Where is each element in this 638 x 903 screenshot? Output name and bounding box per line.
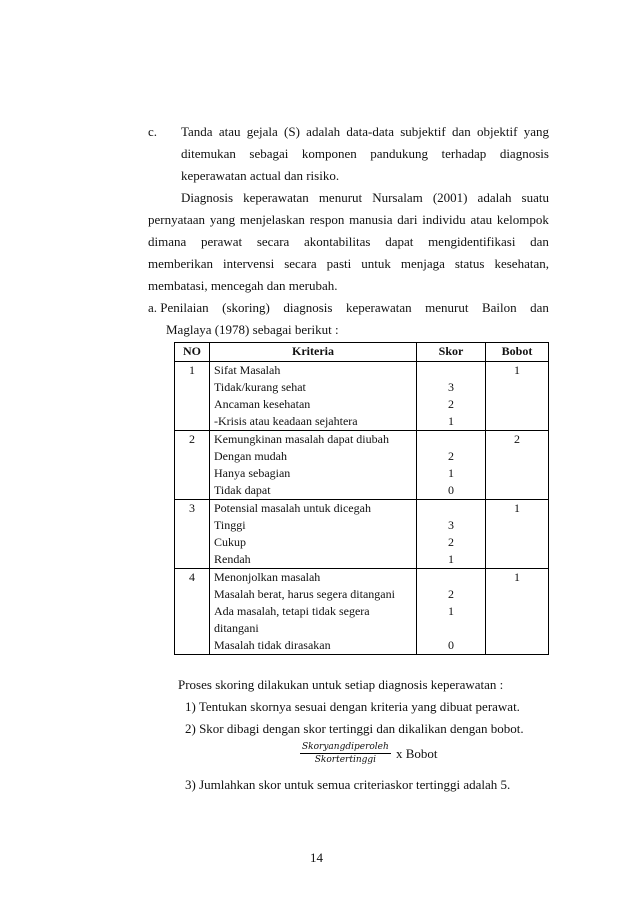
skor-value: 1 bbox=[448, 552, 454, 566]
para-c-marker: c. bbox=[148, 124, 158, 139]
formula-numerator: Skoryangdiperoleh bbox=[302, 742, 389, 752]
word: menjaga bbox=[400, 256, 445, 271]
skor-value: 0 bbox=[448, 483, 454, 497]
para-diag-line2 bbox=[148, 212, 549, 228]
word: yang bbox=[209, 212, 236, 227]
kriteria-line: Tidak dapat bbox=[214, 483, 271, 497]
word: (2001) bbox=[432, 190, 468, 205]
kriteria-line: Masalah berat, harus segera ditangani bbox=[214, 587, 395, 601]
proses-step2: 2) Skor dibagi dengan skor tertinggi dan dikalikan dengan bobot. bbox=[185, 721, 524, 736]
cell-no: 1 bbox=[175, 362, 210, 431]
skor-value: 1 bbox=[448, 414, 454, 428]
table-body bbox=[175, 362, 549, 655]
word: pandukung bbox=[370, 146, 429, 161]
word: (skoring) bbox=[222, 300, 270, 315]
word: kesehatan, bbox=[494, 256, 549, 271]
para-diag-line3 bbox=[148, 234, 549, 250]
word: diagnosis bbox=[499, 146, 549, 161]
table-header-row bbox=[175, 343, 549, 362]
word: komponen bbox=[301, 146, 357, 161]
word: pasti bbox=[326, 256, 352, 271]
kriteria-line: Tinggi bbox=[214, 518, 246, 532]
word: Tanda bbox=[181, 124, 213, 139]
word: diagnosis bbox=[283, 300, 333, 315]
kriteria-line: Dengan mudah bbox=[214, 449, 287, 463]
cell-kriteria bbox=[210, 362, 417, 431]
skor-value: 2 bbox=[448, 449, 454, 463]
cell-kriteria bbox=[210, 431, 417, 500]
kriteria-line: Cukup bbox=[214, 535, 247, 549]
kriteria-line: Masalah tidak dirasakan bbox=[214, 638, 331, 652]
word: objektif bbox=[477, 124, 518, 139]
word: dapat bbox=[385, 234, 414, 249]
word: Nursalam bbox=[372, 190, 423, 205]
word: adalah bbox=[477, 190, 512, 205]
word: perawat bbox=[200, 234, 243, 249]
word: yang bbox=[523, 124, 549, 139]
table-row bbox=[175, 500, 549, 569]
table-row bbox=[175, 431, 549, 500]
cell-bobot: 1 bbox=[486, 569, 549, 655]
word: dan bbox=[451, 124, 471, 139]
word: dan bbox=[530, 300, 549, 315]
cell-no: 3 bbox=[175, 500, 210, 569]
word: sebagai bbox=[249, 146, 289, 161]
formula-fraction bbox=[300, 742, 391, 765]
skor-value bbox=[421, 431, 481, 448]
skor-value: 3 bbox=[448, 380, 454, 394]
word: dimana bbox=[148, 234, 187, 249]
cell-skor bbox=[417, 500, 486, 569]
word: (S) bbox=[284, 124, 300, 139]
word: data-data bbox=[346, 124, 394, 139]
skor-value: 2 bbox=[448, 397, 454, 411]
word: keperawatan bbox=[345, 300, 412, 315]
para-c-line3: keperawatan actual dan risiko. bbox=[181, 168, 340, 183]
para-a-line2: Maglaya (1978) sebagai berikut : bbox=[166, 322, 339, 337]
scoring-table bbox=[174, 342, 549, 655]
para-a-line1 bbox=[148, 300, 549, 316]
kriteria-line: Potensial masalah untuk dicegah bbox=[214, 501, 371, 515]
cell-no: 2 bbox=[175, 431, 210, 500]
header-kriteria: Kriteria bbox=[210, 343, 417, 362]
kriteria-line: Tidak/kurang sehat bbox=[214, 380, 306, 394]
word: manusia bbox=[349, 212, 393, 227]
skor-value: 1 bbox=[448, 466, 454, 480]
word: menjelaskan bbox=[239, 212, 305, 227]
cell-skor bbox=[417, 362, 486, 431]
para-diag-line1 bbox=[181, 190, 549, 206]
word: mengidentifikasi bbox=[428, 234, 516, 249]
word: secara bbox=[284, 256, 317, 271]
proses-step3: 3) Jumlahkan skor untuk semua criteriaskor tertinggi adalah 5. bbox=[185, 777, 511, 792]
word: kelompok bbox=[496, 212, 549, 227]
kriteria-line: -Krisis atau keadaan sejahtera bbox=[214, 414, 358, 428]
word: ditemukan bbox=[181, 146, 236, 161]
cell-skor bbox=[417, 569, 486, 655]
para-diag-line5: membatasi, mencegah dan merubah. bbox=[148, 278, 338, 293]
cell-bobot: 1 bbox=[486, 500, 549, 569]
word: dari bbox=[397, 212, 418, 227]
skor-value: 2 bbox=[448, 587, 454, 601]
word: Diagnosis bbox=[181, 190, 233, 205]
kriteria-line: Kemungkinan masalah dapat diubah bbox=[214, 432, 389, 446]
skor-value: 3 bbox=[448, 518, 454, 532]
table-row bbox=[175, 569, 549, 655]
word: gejala bbox=[246, 124, 278, 139]
kriteria-line: Sifat Masalah bbox=[214, 363, 281, 377]
cell-kriteria bbox=[210, 569, 417, 655]
word: adalah bbox=[306, 124, 341, 139]
skor-value bbox=[421, 500, 481, 517]
skor-value: 2 bbox=[448, 535, 454, 549]
word: suatu bbox=[521, 190, 549, 205]
skor-value bbox=[421, 362, 481, 379]
skor-value bbox=[421, 620, 481, 637]
skor-value: 0 bbox=[448, 638, 454, 652]
proses-intro: Proses skoring dilakukan untuk setiap diagnosis keperawatan : bbox=[178, 677, 504, 692]
para-c-line2 bbox=[181, 146, 549, 162]
kriteria-line: Hanya sebagian bbox=[214, 466, 291, 480]
cell-bobot: 1 bbox=[486, 362, 549, 431]
cell-bobot: 2 bbox=[486, 431, 549, 500]
word: menurut bbox=[425, 300, 469, 315]
kriteria-line: Menonjolkan masalah bbox=[214, 570, 321, 584]
kriteria-line: Ancaman kesehatan bbox=[214, 397, 311, 411]
header-skor: Skor bbox=[417, 343, 486, 362]
word: pernyataan bbox=[148, 212, 206, 227]
para-diag-line4 bbox=[148, 256, 549, 272]
word: respon bbox=[309, 212, 345, 227]
kriteria-line: Ada masalah, tetapi tidak segera ditangani bbox=[214, 604, 370, 635]
word: Bailon bbox=[481, 300, 517, 315]
word: memberikan bbox=[148, 256, 213, 271]
formula-suffix: x Bobot bbox=[396, 746, 438, 761]
formula-denominator: Skortertinggi bbox=[314, 755, 377, 765]
word: secara bbox=[256, 234, 290, 249]
word: keperawatan bbox=[243, 190, 309, 205]
kriteria-line: Rendah bbox=[214, 552, 251, 566]
word: intervensi bbox=[222, 256, 275, 271]
cell-no: 4 bbox=[175, 569, 210, 655]
word: subjektif bbox=[400, 124, 446, 139]
word: a. Penilaian bbox=[148, 300, 209, 315]
word: atau bbox=[470, 212, 493, 227]
word: terhadap bbox=[441, 146, 487, 161]
word: individu bbox=[422, 212, 466, 227]
proses-step1: 1) Tentukan skornya sesuai dengan kriteria yang dibuat perawat. bbox=[185, 699, 520, 714]
header-no: NO bbox=[175, 343, 210, 362]
cell-kriteria bbox=[210, 500, 417, 569]
word: dan bbox=[530, 234, 549, 249]
cell-skor bbox=[417, 431, 486, 500]
skor-value bbox=[421, 569, 481, 586]
word: akontabilitas bbox=[304, 234, 371, 249]
word: untuk bbox=[361, 256, 391, 271]
word: status bbox=[454, 256, 485, 271]
skor-value: 1 bbox=[448, 604, 454, 618]
header-bobot: Bobot bbox=[486, 343, 549, 362]
word: menurut bbox=[318, 190, 363, 205]
para-c-line1 bbox=[181, 124, 549, 140]
page-number: 14 bbox=[310, 850, 323, 865]
word: atau bbox=[218, 124, 241, 139]
table-row bbox=[175, 362, 549, 431]
